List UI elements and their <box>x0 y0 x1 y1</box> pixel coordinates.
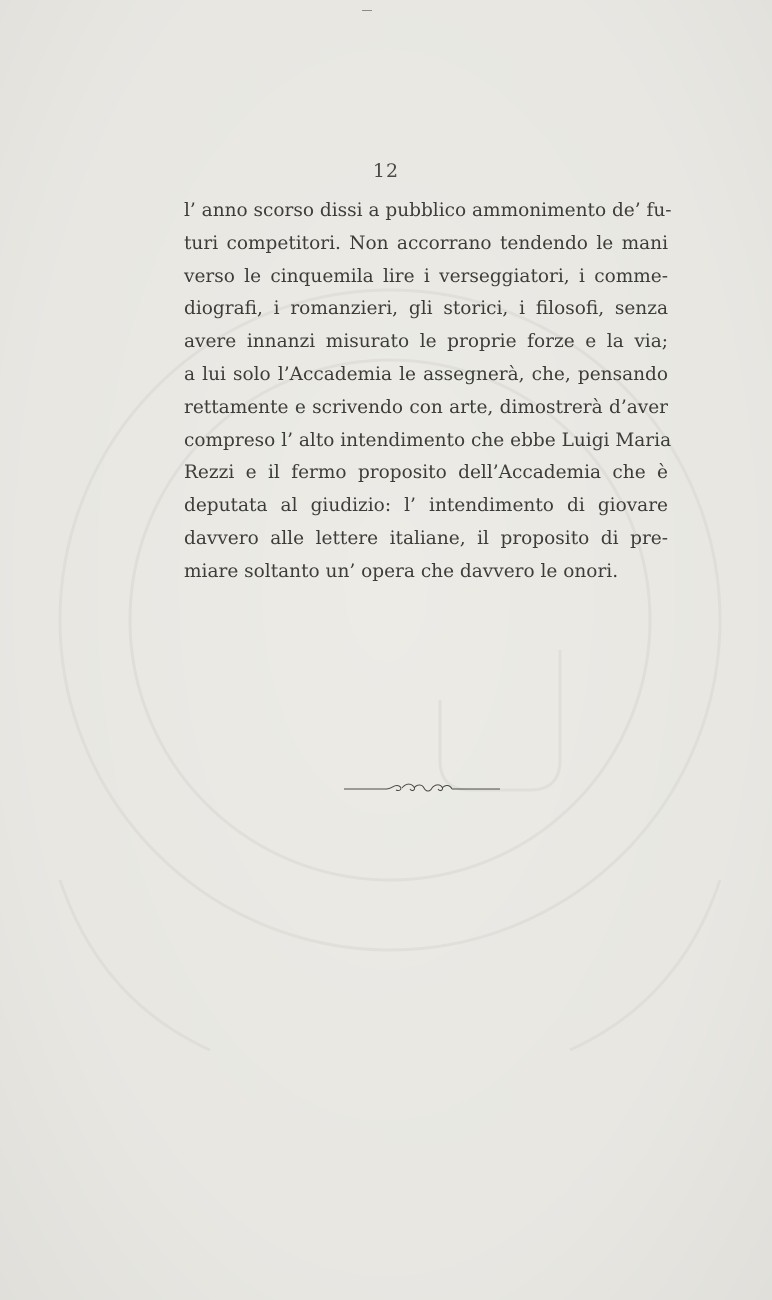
text-line: compreso l’ alto intendimento che ebbe Luigi Maria <box>184 429 672 451</box>
body-text <box>184 195 672 589</box>
text-line: Rezzi e il fermo proposito dell’Accademia che è <box>184 462 668 484</box>
text-line: deputata al giudizio: l’ intendimento di giovare <box>184 495 668 517</box>
text-line: avere innanzi misurato le proprie forze e la via; <box>184 331 668 353</box>
text-line: miare soltanto un’ opera che davvero le onori. <box>184 560 619 582</box>
ornament-icon <box>344 781 500 795</box>
text-line: a lui solo l’Accademia le assegnerà, che, pensando <box>184 363 668 385</box>
text-line: davvero alle lettere italiane, il proposito di pre- <box>184 527 668 549</box>
top-mark <box>362 10 372 11</box>
text-line: diografi, i romanzieri, gli storici, i filosofi, senza <box>184 298 668 320</box>
text-line: l’ anno scorso dissi a pubblico ammonimento de’ fu- <box>184 200 672 221</box>
page-number: 12 <box>372 160 400 182</box>
text-line: turi competitori. Non accorrano tendendo le mani <box>184 232 668 254</box>
text-line: rettamente e scrivendo con arte, dimostrerà d’aver <box>184 396 668 418</box>
text-line: verso le cinquemila lire i verseggiatori, i comme- <box>184 265 668 287</box>
